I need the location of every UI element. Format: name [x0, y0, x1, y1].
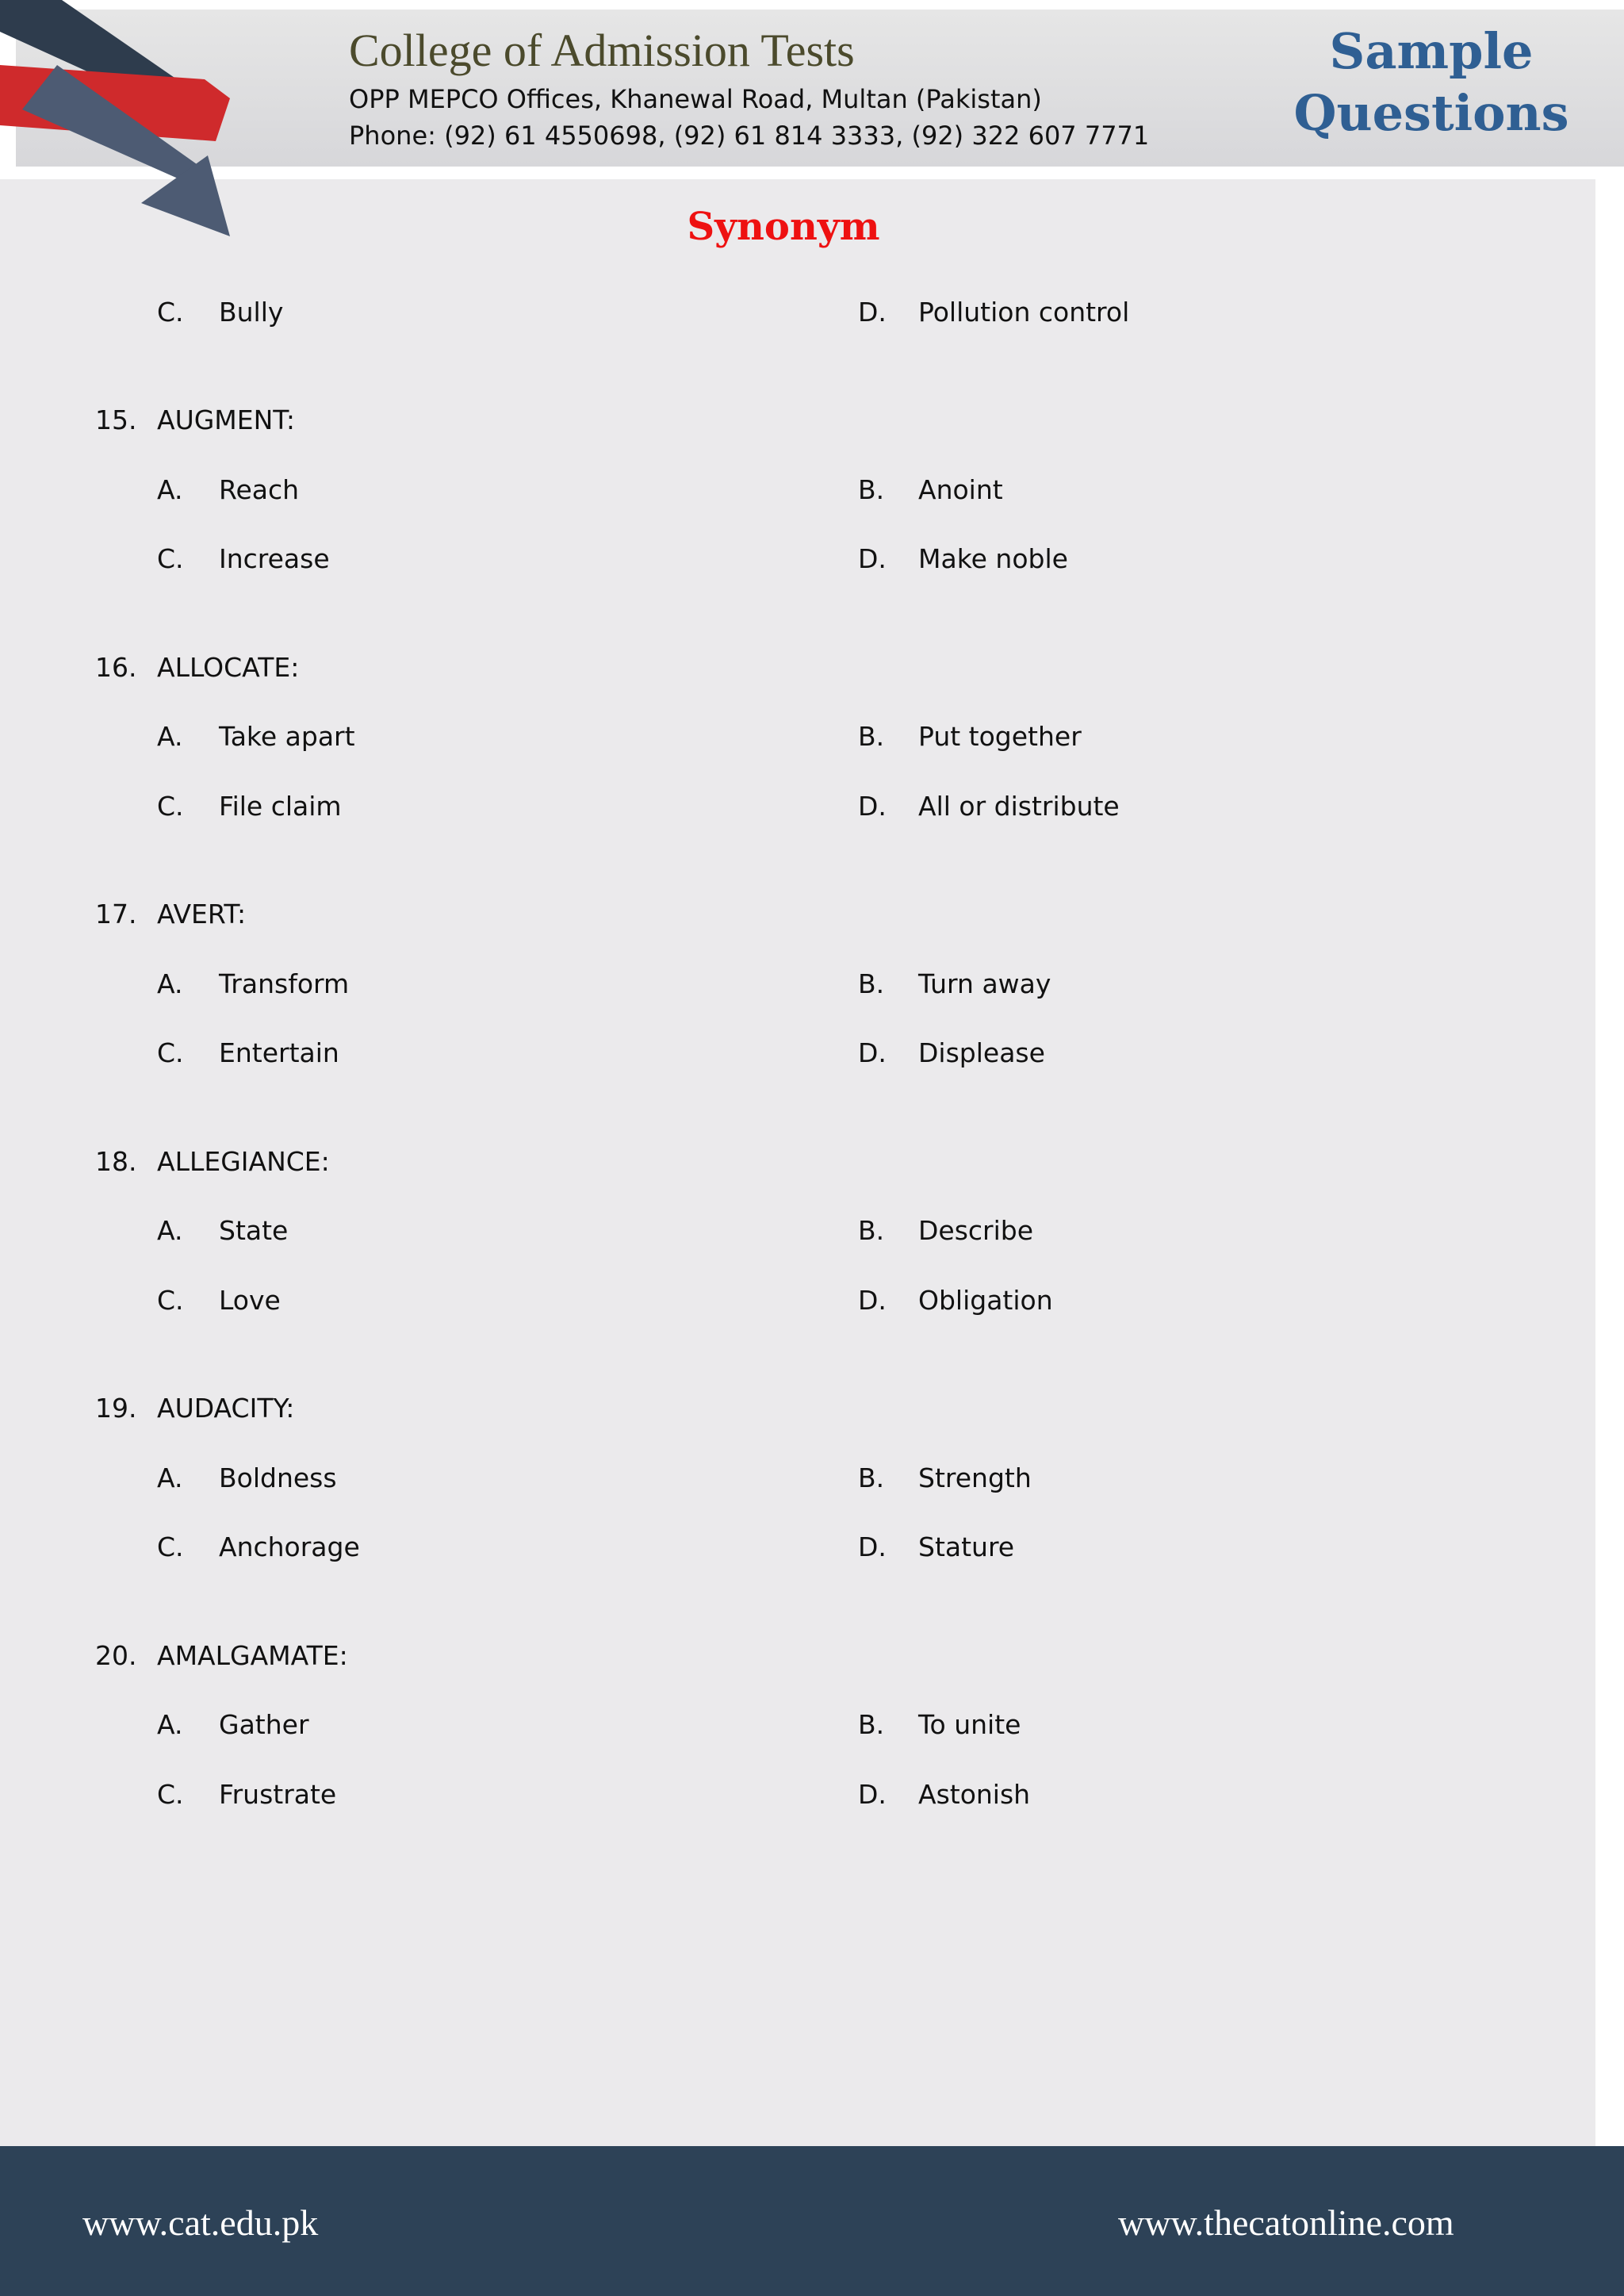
question-18	[0, 1146, 1595, 1186]
option-text: Boldness	[219, 1462, 337, 1493]
option-text: Put together	[918, 721, 1082, 752]
option-letter: D.	[858, 1779, 887, 1810]
option-text: Obligation	[918, 1285, 1053, 1316]
option-row	[0, 1779, 1595, 1819]
badge-line-1: Sample	[1329, 22, 1534, 80]
question-number: 19.	[95, 1393, 137, 1424]
question-word: AVERT:	[157, 899, 247, 930]
option-row	[0, 1285, 1595, 1324]
option-letter: B.	[858, 1709, 885, 1740]
option-text: Pollution control	[918, 297, 1130, 328]
option-text: Turn away	[918, 968, 1051, 999]
option-letter: B.	[858, 968, 885, 999]
option-letter: B.	[858, 721, 885, 752]
option-text: Increase	[219, 543, 330, 574]
option-text: Gather	[219, 1709, 309, 1740]
option-letter: A.	[157, 474, 183, 505]
option-letter: B.	[858, 1462, 885, 1493]
option-text: Strength	[918, 1462, 1032, 1493]
option-letter: A.	[157, 1709, 183, 1740]
continued-option-row	[0, 297, 1595, 336]
question-word: AMALGAMATE:	[157, 1640, 348, 1671]
option-text: Frustrate	[219, 1779, 337, 1810]
option-text: Stature	[918, 1531, 1015, 1562]
option-row	[0, 543, 1595, 583]
address-line: OPP MEPCO Offices, Khanewal Road, Multan (Pakistan)	[349, 84, 1042, 114]
option-row	[0, 1462, 1595, 1502]
question-number: 17.	[95, 899, 137, 930]
option-row	[0, 474, 1595, 514]
question-17	[0, 899, 1595, 938]
option-letter: B.	[858, 474, 885, 505]
option-text: Describe	[918, 1215, 1034, 1246]
option-row	[0, 1037, 1595, 1077]
option-text: Displease	[918, 1037, 1045, 1068]
option-text: Bully	[219, 297, 284, 328]
footer-link-cat-edu[interactable]: www.cat.edu.pk	[82, 2202, 319, 2243]
option-text: Entertain	[219, 1037, 339, 1068]
option-row	[0, 1531, 1595, 1571]
option-letter: D.	[858, 791, 887, 822]
question-20	[0, 1640, 1595, 1680]
logo-arrow-icon	[0, 0, 238, 238]
option-letter: A.	[157, 968, 183, 999]
question-number: 20.	[95, 1640, 137, 1671]
option-text: Reach	[219, 474, 300, 505]
section-title: Synonym	[687, 205, 880, 249]
option-text: Transform	[219, 968, 350, 999]
option-text: File claim	[219, 791, 342, 822]
option-text: All or distribute	[918, 791, 1120, 822]
option-row	[0, 791, 1595, 830]
question-number: 16.	[95, 652, 137, 683]
option-text: Make noble	[918, 543, 1068, 574]
option-row	[0, 1215, 1595, 1255]
option-letter: D.	[858, 543, 887, 574]
question-word: AUDACITY:	[157, 1393, 295, 1424]
phone-line: Phone: (92) 61 4550698, (92) 61 814 3333, (92) 322 607 7771	[349, 121, 1150, 151]
option-letter: D.	[858, 1037, 887, 1068]
option-letter: C.	[157, 1531, 184, 1562]
option-letter: C.	[157, 791, 184, 822]
question-15	[0, 404, 1595, 444]
question-word: ALLEGIANCE:	[157, 1146, 330, 1177]
sample-questions-badge	[1285, 21, 1578, 144]
option-text: Astonish	[918, 1779, 1031, 1810]
question-number: 18.	[95, 1146, 137, 1177]
option-letter: B.	[858, 1215, 885, 1246]
question-number: 15.	[95, 404, 137, 435]
option-row	[0, 968, 1595, 1008]
option-text: State	[219, 1215, 289, 1246]
footer-link-thecatonline[interactable]: www.thecatonline.com	[1118, 2202, 1454, 2243]
option-row	[0, 721, 1595, 761]
option-letter: C.	[157, 1037, 184, 1068]
college-title: College of Admission Tests	[349, 25, 855, 76]
option-letter: A.	[157, 1215, 183, 1246]
option-letter: C.	[157, 1779, 184, 1810]
question-19	[0, 1393, 1595, 1432]
option-letter: C.	[157, 543, 184, 574]
option-letter: A.	[157, 1462, 183, 1493]
option-text: Take apart	[219, 721, 355, 752]
badge-line-2: Questions	[1293, 84, 1569, 142]
option-letter: D.	[858, 1285, 887, 1316]
option-letter: A.	[157, 721, 183, 752]
question-word: ALLOCATE:	[157, 652, 300, 683]
option-text: Anoint	[918, 474, 1003, 505]
option-text: To unite	[918, 1709, 1021, 1740]
option-text: Love	[219, 1285, 281, 1316]
option-text: Anchorage	[219, 1531, 360, 1562]
option-letter: D.	[858, 297, 887, 328]
option-row	[0, 1709, 1595, 1749]
option-letter: D.	[858, 1531, 887, 1562]
option-letter: C.	[157, 1285, 184, 1316]
question-16	[0, 652, 1595, 692]
option-letter: C.	[157, 297, 184, 328]
question-word: AUGMENT:	[157, 404, 295, 435]
